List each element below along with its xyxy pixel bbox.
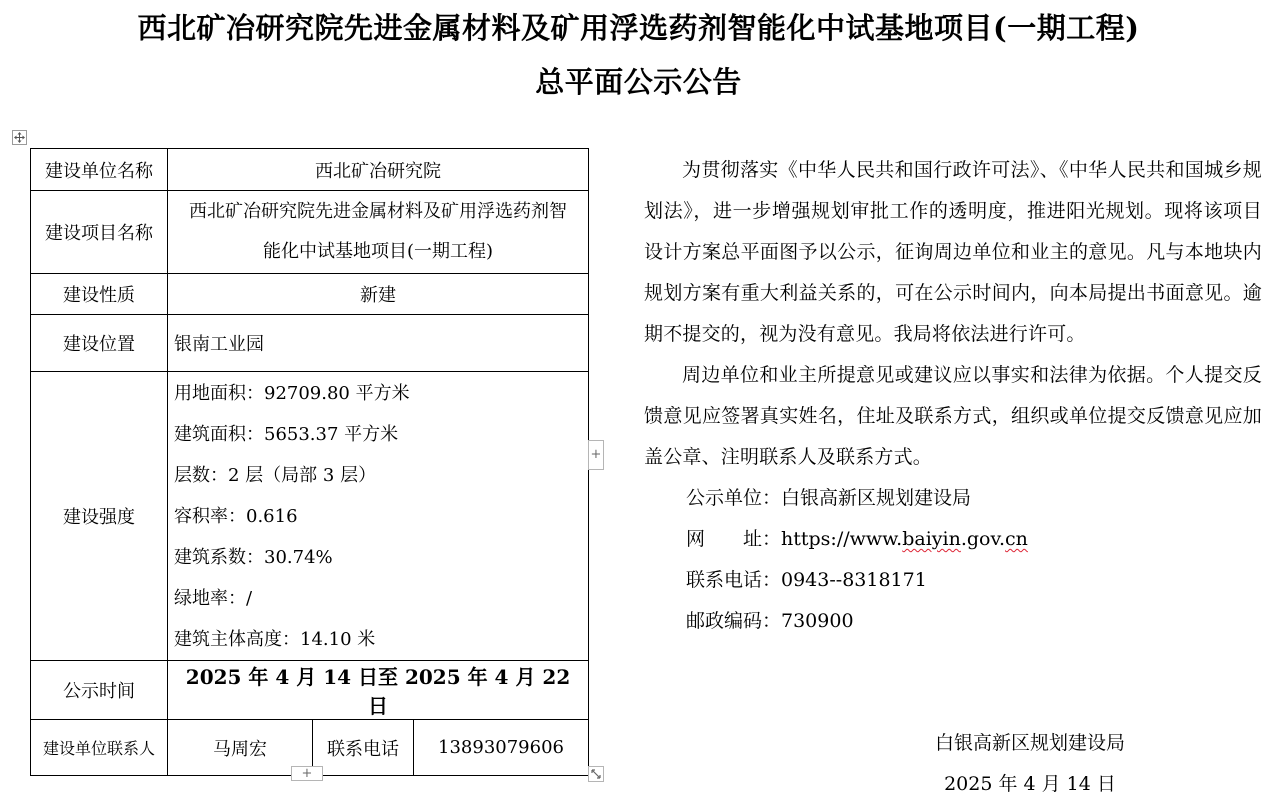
publicity-time-label: 公示时间 <box>31 661 168 720</box>
location-value: 银南工业园 <box>168 315 589 372</box>
publicity-time-value: 2025 年 4 月 14 日至 2025 年 4 月 22 日 <box>168 661 589 720</box>
intensity-label: 建设强度 <box>31 372 168 661</box>
project-name-label: 建设项目名称 <box>31 191 168 274</box>
website-label: 网 址： <box>686 528 782 550</box>
unit-label: 建设单位名称 <box>31 149 168 191</box>
project-name-line-2: 能化中试基地项目(一期工程) <box>262 241 494 262</box>
building-height: 建筑主体高度：14.10 米 <box>174 629 376 650</box>
phone-line: 联系电话：0943--8318171 <box>686 569 927 591</box>
website-domain: baiyin <box>902 528 961 550</box>
nature-value: 新建 <box>168 274 589 315</box>
project-info-table <box>30 148 589 776</box>
plot-ratio: 容积率：0.616 <box>174 506 298 527</box>
notice-paragraph-2: 周边单位和业主所提意见或建议应以事实和法律为依据。个人提交反馈意见应签署真实姓名，住址及联系方式，组织或单位提交反馈意见应加盖公章、注明联系人及联系方式。 <box>644 364 1262 468</box>
project-name-value <box>168 191 589 274</box>
unit-value: 西北矿冶研究院 <box>168 149 589 191</box>
add-row-button[interactable]: + <box>291 766 323 781</box>
notice-paragraph-1: 为贯彻落实《中华人民共和国行政许可法》、《中华人民共和国城乡规划法》，进一步增强规划审批工作的透明度，推进阳光规划。现将该项目设计方案总平面图予以公示，征询周边单位和业主的意见。凡与本地块内规划方案有重大利益关系的，可在公示时间内，向本局提出书面意见。逾期不提交的，视为没有意见。我局将依法进行许可。 <box>644 159 1262 345</box>
move-icon <box>14 132 25 143</box>
nature-label: 建设性质 <box>31 274 168 315</box>
publisher-line: 公示单位：白银高新区规划建设局 <box>686 487 972 509</box>
document-subtitle: 总平面公示公告 <box>535 65 742 99</box>
contact-person-name: 马周宏 <box>168 720 313 776</box>
green-ratio: 绿地率：/ <box>174 588 253 609</box>
contact-phone-value: 13893079606 <box>414 720 589 776</box>
website-prefix: https://www. <box>781 528 903 550</box>
add-column-button[interactable]: + <box>588 440 604 470</box>
land-area: 用地面积：92709.80 平方米 <box>174 383 410 404</box>
notice-body <box>644 150 1262 642</box>
website-link[interactable] <box>781 528 1028 550</box>
signature-date: 2025 年 4 月 14 日 <box>944 773 1116 795</box>
document-title: 西北矿冶研究院先进金属材料及矿用浮选药剂智能化中试基地项目(一期工程) <box>137 11 1140 45</box>
intensity-list <box>168 372 589 661</box>
building-coefficient: 建筑系数：30.74% <box>174 547 333 568</box>
resize-icon <box>591 769 601 779</box>
contact-person-label: 建设单位联系人 <box>31 720 168 776</box>
signature-org: 白银高新区规划建设局 <box>934 732 1125 754</box>
website-dot: .gov. <box>960 528 1006 550</box>
contact-phone-label: 联系电话 <box>313 720 414 776</box>
postcode-line: 邮政编码：730900 <box>686 610 854 632</box>
website-tld: cn <box>1005 528 1028 550</box>
table-move-handle[interactable] <box>12 130 27 145</box>
table-resize-handle[interactable] <box>588 766 604 782</box>
website-line <box>644 519 1262 560</box>
location-label: 建设位置 <box>31 315 168 372</box>
project-name-line-1: 西北矿冶研究院先进金属材料及矿用浮选药剂智 <box>189 201 567 222</box>
floor-area: 建筑面积：5653.37 平方米 <box>174 424 399 445</box>
floors: 层数：2 层（局部 3 层） <box>174 465 377 486</box>
